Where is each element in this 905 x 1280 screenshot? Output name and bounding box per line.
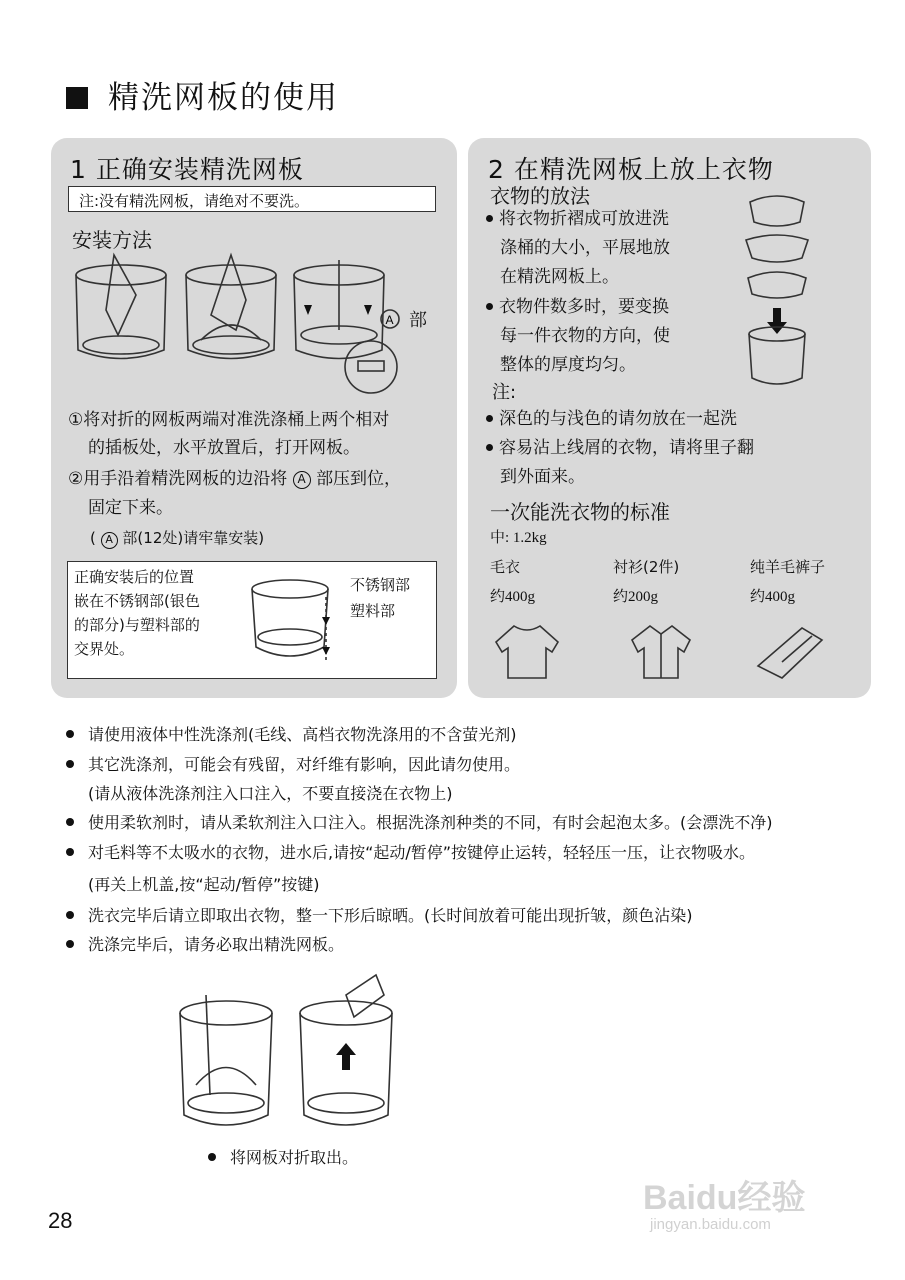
note-label: 注:: [492, 382, 517, 403]
bottom-note-2-sub: (请从液体洗涤剂注入口注入，不要直接浇在衣物上): [88, 784, 453, 803]
position-text-1: 正确安装后的位置: [74, 568, 195, 586]
standard-total: 中: 1.2kg: [490, 530, 547, 546]
circle-a-marker: A: [293, 471, 311, 489]
washer-tub-icon: [300, 975, 392, 1125]
washer-tub-icon: [76, 255, 166, 359]
bullet-dot-icon: [486, 215, 493, 222]
step1-line2: 的插板处，水平放置后，打开网板。: [88, 438, 360, 458]
bottom-note-4: 对毛料等不太吸水的衣物，进水后,请按“起动/暂停”按键停止运转，轻轻压一压，让衣物吸水。: [66, 838, 755, 868]
item-name-trousers: 纯羊毛裤子: [750, 558, 826, 576]
item-weight-shirt: 约200g: [613, 589, 659, 605]
label-stainless: 不锈钢部: [350, 576, 411, 594]
tub-cross-section-illustration: [248, 577, 348, 667]
latch-detail-icon: [345, 341, 397, 393]
section1-subheading: 安装方法: [72, 228, 152, 252]
watermark-url: jingyan.baidu.com: [650, 1216, 771, 1233]
item-weight-sweater: 约400g: [490, 589, 536, 605]
position-text-4: 交界处。: [74, 640, 135, 658]
bullet-dot-icon: [66, 760, 74, 768]
bullet-dot-icon: [66, 730, 74, 738]
install-steps-illustration: [66, 255, 436, 395]
item-weight-trousers: 约400g: [750, 589, 796, 605]
trousers-icon: [752, 622, 832, 682]
circle-a-marker: A: [101, 532, 118, 549]
label-plastic: 塑料部: [350, 602, 396, 620]
section2-subheading: 衣物的放法: [490, 184, 590, 208]
section1-note: 注:没有精洗网板，请绝对不要洗。: [68, 186, 436, 212]
bottom-note-1: 请使用液体中性洗涤剂(毛线、高档衣物洗涤用的不含萤光剂): [66, 720, 517, 750]
placement-bullet-1: 将衣物折褶成可放进洗 涤桶的大小，平展地放 在精洗网板上。: [486, 205, 670, 292]
standard-heading: 一次能洗衣物的标准: [490, 500, 670, 524]
bullet-dot-icon: [486, 303, 493, 310]
bullet-dot-icon: [66, 818, 74, 826]
note-item-2: 容易沾上线屑的衣物，请将里子翻 到外面来。: [486, 434, 754, 492]
section1-heading: 1 正确安装精洗网板: [70, 155, 304, 184]
bottom-note-4-sub: (再关上机盖,按“起动/暂停”按键): [88, 875, 320, 894]
watermark-logo: Baidu经验: [643, 1179, 806, 1217]
item-name-sweater: 毛衣: [490, 558, 521, 576]
shirt-icon: [626, 622, 696, 682]
square-bullet-icon: [66, 87, 88, 109]
page-number: 28: [48, 1208, 73, 1233]
bullet-dot-icon: [66, 848, 74, 856]
bullet-dot-icon: [486, 444, 493, 451]
step-note: ( A 部(12处)请牢靠安装): [90, 529, 265, 547]
item-name-shirt: 衬衫(2件): [613, 558, 680, 576]
figure-caption: 将网板对折取出。: [208, 1143, 358, 1173]
bullet-dot-icon: [66, 940, 74, 948]
page-title: 精洗网板的使用: [66, 72, 339, 117]
sweater-icon: [492, 622, 562, 682]
folded-clothes-illustration: [742, 190, 812, 390]
part-label: 部: [409, 310, 427, 331]
bottom-note-2: 其它洗涤剂，可能会有残留，对纤维有影响，因此请勿使用。: [66, 750, 520, 780]
bullet-dot-icon: [208, 1153, 216, 1161]
bullet-dot-icon: [486, 415, 493, 422]
bottom-note-5: 洗衣完毕后请立即取出衣物，整一下形后晾晒。(长时间放着可能出现折皱，颜色沾染): [66, 901, 693, 931]
washer-tub-icon: [180, 995, 272, 1125]
remove-screen-illustration: [176, 955, 406, 1140]
bottom-note-6: 洗涤完毕后，请务必取出精洗网板。: [66, 930, 344, 960]
washer-tub-icon: [186, 255, 276, 359]
bullet-dot-icon: [66, 911, 74, 919]
circle-a-letter: A: [385, 313, 394, 327]
step2-line2: 固定下来。: [88, 498, 173, 518]
placement-bullet-2: 衣物件数多时，要变换 每一件衣物的方向，使 整体的厚度均匀。: [486, 293, 670, 380]
step1-line1: ①将对折的网板两端对准洗涤桶上两个相对: [68, 410, 390, 430]
section2-heading: 2 在精洗网板上放上衣物: [488, 155, 774, 184]
note-item-1: 深色的与浅色的请勿放在一起洗: [486, 404, 737, 434]
step2-line1: ②用手沿着精洗网板的边沿将 A 部压到位，: [68, 469, 402, 489]
position-text-2: 嵌在不锈钢部(银色: [74, 592, 200, 610]
bottom-note-3: 使用柔软剂时，请从柔软剂注入口注入。根据洗涤剂种类的不同，有时会起泡太多。(会漂洗不净): [66, 808, 773, 838]
washer-tub-icon: [294, 260, 384, 359]
position-text-3: 的部分)与塑料部的: [74, 616, 200, 634]
